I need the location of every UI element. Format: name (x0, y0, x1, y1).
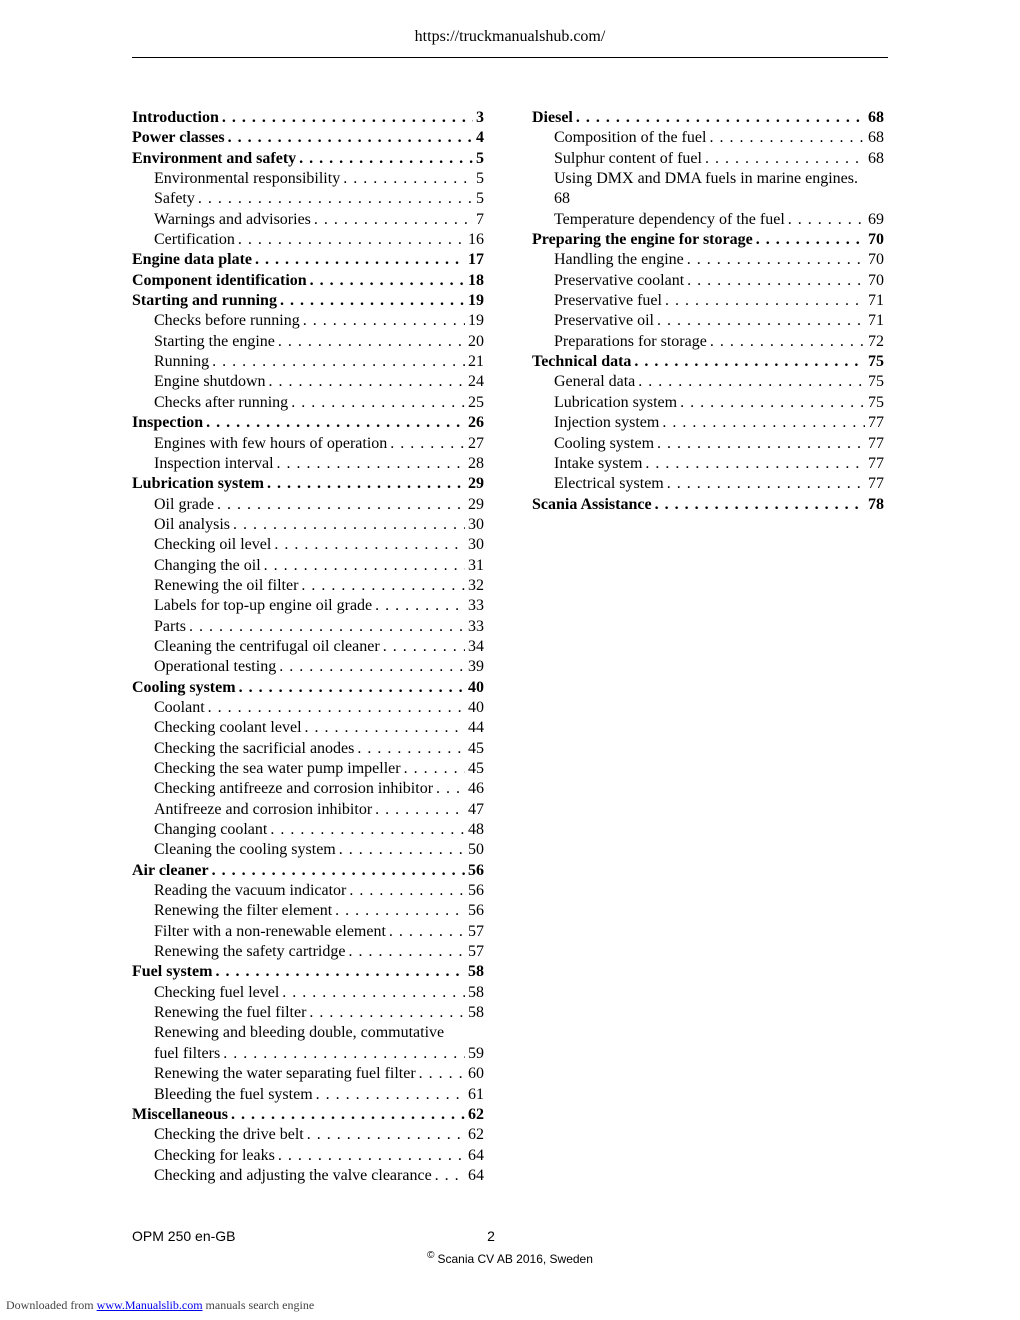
toc-leader-dots (665, 291, 865, 311)
toc-subsection-entry[interactable] (132, 576, 484, 596)
toc-leader-dots (657, 434, 865, 454)
toc-leader-dots (404, 759, 465, 779)
toc-subsection-entry[interactable] (532, 128, 884, 148)
toc-entry-title: Technical data (532, 353, 632, 371)
toc-entry-title: Preservative coolant (554, 271, 685, 289)
toc-subsection-entry[interactable] (132, 1044, 484, 1064)
toc-section-entry[interactable] (532, 352, 884, 372)
toc-section-entry[interactable] (132, 250, 484, 270)
toc-leader-dots (680, 393, 865, 413)
toc-entry-title: Labels for top-up engine oil grade (154, 597, 373, 615)
toc-entry-title: Scania Assistance (532, 495, 652, 513)
toc-subsection-entry[interactable] (532, 189, 884, 209)
toc-entry-title: Filter with a non-renewable element (154, 922, 386, 940)
toc-leader-dots (239, 678, 465, 698)
toc-subsection-entry[interactable] (132, 1003, 484, 1023)
copyright-symbol: © (427, 1250, 435, 1261)
toc-entry-title: Coolant (154, 698, 205, 716)
toc-leader-dots (436, 779, 465, 799)
toc-leader-dots (316, 1085, 465, 1105)
toc-entry-page: 68 (868, 109, 884, 126)
toc-entry-page: 27 (468, 434, 484, 452)
toc-entry-title: Cleaning the centrifugal oil cleaner (154, 637, 380, 655)
toc-section-entry[interactable] (132, 861, 484, 881)
toc-entry-page: 61 (468, 1085, 484, 1103)
toc-entry-title: Checks after running (154, 393, 289, 411)
toc-entry-title: Environment and safety (132, 149, 297, 167)
toc-leader-dots (278, 332, 465, 352)
toc-entry-page: 45 (468, 760, 484, 777)
toc-entry-title: Changing the oil (154, 556, 261, 574)
toc-leader-dots (212, 861, 465, 881)
toc-entry-page: 68 (868, 129, 884, 147)
toc-entry-page: 5 (476, 149, 484, 167)
toc-leader-dots (274, 535, 465, 555)
toc-entry-page: 47 (468, 800, 484, 818)
toc-subsection-entry[interactable] (132, 189, 484, 209)
toc-entry-page: 62 (468, 1126, 484, 1144)
toc-subsection-entry[interactable] (132, 820, 484, 840)
toc-entry-page: 58 (468, 963, 484, 981)
toc-leader-dots (238, 230, 465, 250)
toc-subsection-entry[interactable] (132, 535, 484, 555)
toc-leader-dots (339, 840, 465, 860)
toc-section-entry[interactable] (132, 291, 484, 311)
toc-leader-dots (348, 942, 465, 962)
toc-subsection-entry[interactable] (132, 922, 484, 942)
toc-entry-title: Running (154, 353, 210, 371)
toc-entry-title: Checks before running (154, 312, 300, 330)
toc-entry-title: Power classes (132, 129, 225, 147)
toc-entry-page: 56 (468, 861, 484, 879)
toc-subsection-entry[interactable] (132, 617, 484, 637)
toc-leader-dots (310, 271, 465, 291)
toc-entry-title: Cleaning the cooling system (154, 841, 336, 859)
toc-entry-title: Environmental responsibility (154, 170, 341, 188)
toc-subsection-entry[interactable] (532, 434, 884, 454)
toc-section-entry[interactable] (132, 1105, 484, 1125)
toc-section-entry[interactable] (532, 230, 884, 250)
toc-entry-page: 29 (468, 495, 484, 513)
toc-leader-dots (634, 352, 865, 372)
toc-section-entry[interactable] (532, 495, 884, 515)
toc-leader-dots (189, 617, 465, 637)
toc-entry-page: 57 (468, 943, 484, 961)
toc-column-right (532, 108, 884, 515)
toc-entry-title: Inspection (132, 414, 204, 432)
toc-entry-title: Renewing the safety cartridge (154, 943, 346, 961)
toc-entry-title: Oil analysis (154, 515, 230, 533)
toc-subsection-entry[interactable] (532, 311, 884, 331)
toc-leader-dots (222, 108, 473, 128)
toc-entry-page: 71 (868, 292, 884, 310)
toc-section-entry[interactable] (132, 149, 484, 169)
toc-subsection-entry[interactable] (132, 1166, 484, 1186)
toc-entry-page: 29 (468, 475, 484, 493)
toc-entry-page: 56 (468, 902, 484, 920)
toc-leader-dots (270, 820, 465, 840)
toc-leader-dots (710, 332, 865, 352)
toc-entry-title: Starting the engine (154, 332, 275, 350)
toc-entry-title: Starting and running (132, 292, 277, 310)
toc-leader-dots (687, 250, 865, 270)
toc-entry-title: Diesel (532, 109, 573, 126)
toc-entry-page: 33 (468, 597, 484, 615)
toc-section-entry[interactable] (132, 474, 484, 494)
toc-subsection-entry[interactable] (532, 291, 884, 311)
toc-entry-page: 30 (468, 536, 484, 554)
toc-entry-title: fuel filters (154, 1044, 221, 1062)
download-prefix: Downloaded from (6, 1298, 94, 1312)
toc-subsection-entry[interactable] (532, 169, 884, 189)
toc-leader-dots (217, 495, 465, 515)
toc-subsection-entry[interactable] (132, 169, 484, 189)
toc-leader-dots (335, 901, 465, 921)
toc-entry-page: 46 (468, 780, 484, 798)
toc-entry-title: Preparations for storage (554, 332, 707, 350)
toc-subsection-entry[interactable] (132, 1023, 484, 1043)
toc-entry-title: Engines with few hours of operation (154, 434, 388, 452)
toc-entry-page: 45 (468, 739, 484, 757)
download-suffix: manuals search engine (205, 1298, 315, 1312)
toc-subsection-entry[interactable] (132, 1146, 484, 1166)
toc-leader-dots (269, 372, 465, 392)
toc-entry-title: Preparing the engine for storage (532, 231, 753, 249)
toc-leader-dots (280, 291, 465, 311)
toc-entry-title: Sulphur content of fuel (554, 149, 702, 167)
toc-subsection-entry[interactable] (132, 657, 484, 677)
toc-subsection-entry[interactable] (132, 332, 484, 352)
toc-entry-page: 17 (468, 251, 484, 269)
toc-leader-dots (667, 474, 865, 494)
toc-entry-page: 68 (868, 149, 884, 167)
toc-entry-title: Checking for leaks (154, 1146, 275, 1164)
toc-leader-dots (277, 454, 465, 474)
toc-entry-page: 58 (468, 983, 484, 1001)
toc-entry-page: 33 (468, 617, 484, 635)
toc-entry-title: Air cleaner (132, 861, 209, 879)
toc-subsection-entry[interactable] (532, 372, 884, 392)
toc-entry-title: Bleeding the fuel system (154, 1085, 313, 1103)
toc-entry-title: Cooling system (132, 678, 236, 696)
toc-leader-dots (267, 474, 465, 494)
toc-entry-title: Intake system (554, 454, 643, 472)
toc-subsection-entry[interactable] (132, 1085, 484, 1105)
toc-section-entry[interactable] (132, 678, 484, 698)
toc-leader-dots (638, 372, 865, 392)
toc-subsection-entry[interactable] (132, 637, 484, 657)
toc-leader-dots (228, 128, 473, 148)
toc-subsection-entry[interactable] (132, 718, 484, 738)
toc-subsection-entry[interactable] (132, 393, 484, 413)
toc-leader-dots (309, 1003, 465, 1023)
toc-entry-title: Changing coolant (154, 821, 268, 839)
toc-entry-title: Engine data plate (132, 251, 253, 269)
toc-leader-dots (291, 393, 465, 413)
toc-entry-title: Injection system (554, 414, 660, 432)
toc-leader-dots (255, 250, 465, 270)
toc-subsection-entry[interactable] (132, 1064, 484, 1084)
toc-subsection-entry[interactable] (132, 881, 484, 901)
toc-entry-page: 56 (468, 882, 484, 900)
toc-leader-dots (645, 454, 865, 474)
toc-section-entry[interactable] (132, 962, 484, 982)
toc-leader-dots (278, 1146, 465, 1166)
toc-entry-title: Checking the sacrificial anodes (154, 739, 355, 757)
toc-subsection-entry[interactable] (532, 413, 884, 433)
toc-subsection-entry[interactable] (532, 474, 884, 494)
toc-entry-page: 64 (468, 1146, 484, 1164)
toc-subsection-entry[interactable] (132, 495, 484, 515)
toc-leader-dots (303, 311, 465, 331)
toc-subsection-entry[interactable] (132, 372, 484, 392)
toc-section-entry[interactable] (132, 271, 484, 291)
toc-subsection-entry[interactable] (132, 983, 484, 1003)
toc-subsection-entry[interactable] (132, 596, 484, 616)
toc-subsection-entry[interactable] (132, 230, 484, 250)
toc-entry-page: 24 (468, 373, 484, 391)
toc-leader-dots (279, 657, 465, 677)
toc-leader-dots (705, 149, 865, 169)
toc-entry-title: Checking the drive belt (154, 1126, 304, 1144)
toc-entry-page: 20 (468, 332, 484, 350)
toc-entry-page: 77 (868, 414, 884, 432)
toc-leader-dots (390, 434, 465, 454)
toc-leader-dots (383, 637, 465, 657)
toc-subsection-entry[interactable] (132, 1125, 484, 1145)
toc-entry-page: 72 (868, 332, 884, 350)
toc-leader-dots (662, 413, 865, 433)
document-code: OPM 250 en-GB (132, 1228, 236, 1244)
toc-entry-title: Parts (154, 617, 186, 635)
download-notice (6, 1298, 314, 1313)
toc-entry-page: 28 (468, 454, 484, 472)
toc-entry-page: 16 (468, 231, 484, 249)
toc-entry-page: 50 (468, 841, 484, 859)
toc-entry-title: Introduction (132, 109, 219, 126)
toc-entry-title: Lubrication system (554, 393, 678, 411)
toc-entry-title: General data (554, 373, 636, 391)
toc-subsection-entry[interactable] (132, 698, 484, 718)
header-url: https://truckmanualshub.com/ (414, 28, 606, 45)
toc-entry-title: Renewing the filter element (154, 902, 333, 920)
toc-leader-dots (264, 556, 465, 576)
toc-leader-dots (419, 1064, 465, 1084)
toc-entry-title: Composition of the fuel (554, 129, 707, 147)
toc-leader-dots (212, 352, 465, 372)
toc-subsection-entry[interactable] (532, 210, 884, 230)
toc-subsection-entry[interactable] (132, 434, 484, 454)
toc-entry-page: 26 (468, 414, 484, 432)
toc-leader-dots (687, 271, 865, 291)
toc-leader-dots (231, 1105, 465, 1125)
toc-entry-page: 7 (476, 210, 484, 228)
toc-entry-title: Certification (154, 231, 235, 249)
toc-leader-dots (657, 311, 865, 331)
toc-entry-page: 59 (468, 1044, 484, 1062)
toc-subsection-entry[interactable] (132, 840, 484, 860)
toc-entry-title: Oil grade (154, 495, 214, 513)
toc-entry-page: 19 (468, 312, 484, 330)
toc-entry-title: Engine shutdown (154, 373, 266, 391)
toc-subsection-entry[interactable] (532, 332, 884, 352)
toc-column-left (132, 108, 484, 1186)
toc-leader-dots (301, 576, 465, 596)
copyright-text: Scania CV AB 2016, Sweden (437, 1252, 593, 1266)
toc-entry-page: 3 (476, 109, 484, 126)
toc-entry-page: 40 (468, 698, 484, 716)
toc-entry-title: Safety (154, 190, 195, 208)
toc-subsection-entry[interactable] (132, 942, 484, 962)
toc-entry-title: Operational testing (154, 658, 277, 676)
toc-entry-page: 78 (868, 495, 884, 513)
toc-entry-page: 5 (476, 170, 484, 188)
header-divider (132, 57, 888, 58)
toc-entry-page: 21 (468, 353, 484, 371)
toc-leader-dots (198, 189, 473, 209)
toc-entry-title: Checking coolant level (154, 719, 302, 737)
toc-entry-page: 57 (468, 922, 484, 940)
toc-leader-dots (375, 800, 465, 820)
toc-leader-dots (389, 922, 465, 942)
toc-entry-title: Miscellaneous (132, 1105, 228, 1123)
toc-entry-page: 69 (868, 210, 884, 228)
toc-entry-page: 75 (868, 353, 884, 371)
toc-entry-title: Electrical system (554, 475, 664, 493)
toc-leader-dots (206, 413, 465, 433)
toc-entry-page: 39 (468, 658, 484, 676)
toc-entry-page: 62 (468, 1105, 484, 1123)
toc-entry-page: 30 (468, 515, 484, 533)
toc-subsection-entry[interactable] (132, 454, 484, 474)
toc-leader-dots (435, 1166, 465, 1186)
toc-entry-title: Fuel system (132, 963, 213, 981)
toc-leader-dots (215, 962, 465, 982)
toc-entry-page: 58 (468, 1004, 484, 1022)
toc-entry-title: Preservative fuel (554, 292, 662, 310)
toc-entry-title: Temperature dependency of the fuel (554, 210, 785, 228)
toc-leader-dots (756, 230, 865, 250)
toc-entry-title: Lubrication system (132, 475, 264, 493)
toc-entry-page: 32 (468, 576, 484, 594)
toc-section-entry[interactable] (132, 108, 484, 128)
toc-entry-title: Warnings and advisories (154, 210, 311, 228)
toc-entry-page: 70 (868, 271, 884, 289)
toc-leader-dots (307, 1125, 465, 1145)
toc-subsection-entry[interactable] (532, 271, 884, 291)
page-number: 2 (487, 1228, 495, 1244)
toc-entry-page: 70 (868, 231, 884, 249)
toc-subsection-entry[interactable] (132, 311, 484, 331)
toc-subsection-entry[interactable] (132, 210, 484, 230)
toc-entry-title: Renewing the fuel filter (154, 1004, 307, 1022)
copyright-notice (0, 1250, 1020, 1266)
toc-entry-page: 19 (468, 292, 484, 310)
toc-entry-page: 4 (476, 129, 484, 147)
toc-section-entry[interactable] (132, 413, 484, 433)
toc-entry-page: 70 (868, 251, 884, 269)
toc-entry-page: 77 (868, 434, 884, 452)
manualslib-link[interactable]: www.Manualslib.com (96, 1298, 203, 1312)
toc-subsection-entry[interactable] (532, 149, 884, 169)
toc-leader-dots (709, 128, 865, 148)
toc-leader-dots (788, 210, 865, 230)
toc-subsection-entry[interactable] (132, 739, 484, 759)
toc-subsection-entry[interactable] (132, 800, 484, 820)
toc-leader-dots (357, 739, 465, 759)
toc-entry-title: Renewing the water separating fuel filter (154, 1065, 416, 1083)
toc-entry-title: 68 (554, 190, 570, 208)
toc-entry-title: Checking antifreeze and corrosion inhibitor (154, 780, 434, 798)
toc-leader-dots (305, 718, 465, 738)
toc-leader-dots (655, 495, 865, 515)
toc-entry-title: Reading the vacuum indicator (154, 882, 347, 900)
toc-entry-title: Checking oil level (154, 536, 272, 554)
toc-entry-title: Component identification (132, 271, 307, 289)
toc-entry-page: 31 (468, 556, 484, 574)
toc-subsection-entry[interactable] (132, 556, 484, 576)
toc-subsection-entry[interactable] (532, 454, 884, 474)
toc-leader-dots (375, 596, 465, 616)
toc-entry-title: Using DMX and DMA fuels in marine engines. (554, 170, 858, 188)
toc-entry-page: 44 (468, 719, 484, 737)
toc-subsection-entry[interactable] (132, 759, 484, 779)
toc-entry-page: 25 (468, 393, 484, 411)
toc-leader-dots (349, 881, 465, 901)
toc-subsection-entry[interactable] (132, 901, 484, 921)
toc-entry-page: 71 (868, 312, 884, 330)
toc-entry-title: Preservative oil (554, 312, 654, 330)
toc-entry-title: Checking and adjusting the valve clearance (154, 1166, 432, 1184)
toc-entry-page: 77 (868, 475, 884, 493)
toc-entry-page: 60 (468, 1065, 484, 1083)
toc-subsection-entry[interactable] (132, 779, 484, 799)
toc-entry-page: 5 (476, 190, 484, 208)
toc-subsection-entry[interactable] (132, 515, 484, 535)
toc-entry-page: 18 (468, 271, 484, 289)
toc-section-entry[interactable] (132, 128, 484, 148)
toc-entry-page: 48 (468, 821, 484, 839)
toc-entry-title: Antifreeze and corrosion inhibitor (154, 800, 373, 818)
toc-entry-title: Handling the engine (554, 251, 684, 269)
toc-entry-page: 75 (868, 373, 884, 391)
toc-leader-dots (576, 108, 865, 128)
toc-leader-dots (208, 698, 465, 718)
toc-leader-dots (282, 983, 465, 1003)
toc-subsection-entry[interactable] (132, 352, 484, 372)
toc-entry-page: 40 (468, 678, 484, 696)
toc-entry-title: Cooling system (554, 434, 655, 452)
toc-subsection-entry[interactable] (532, 393, 884, 413)
toc-entry-title: Checking the sea water pump impeller (154, 760, 401, 777)
toc-entry-title: Renewing the oil filter (154, 576, 299, 594)
toc-leader-dots (233, 515, 465, 535)
toc-leader-dots (223, 1044, 465, 1064)
toc-entry-page: 75 (868, 393, 884, 411)
toc-entry-page: 64 (468, 1166, 484, 1184)
toc-entry-title: Inspection interval (154, 454, 274, 472)
toc-entry-page: 34 (468, 637, 484, 655)
toc-leader-dots (314, 210, 473, 230)
toc-leader-dots (299, 149, 473, 169)
toc-section-entry[interactable] (532, 108, 884, 128)
toc-leader-dots (343, 169, 473, 189)
toc-entry-page: 77 (868, 454, 884, 472)
toc-entry-title: Renewing and bleeding double, commutative (154, 1024, 445, 1042)
toc-entry-title: Checking fuel level (154, 983, 280, 1001)
toc-subsection-entry[interactable] (532, 250, 884, 270)
